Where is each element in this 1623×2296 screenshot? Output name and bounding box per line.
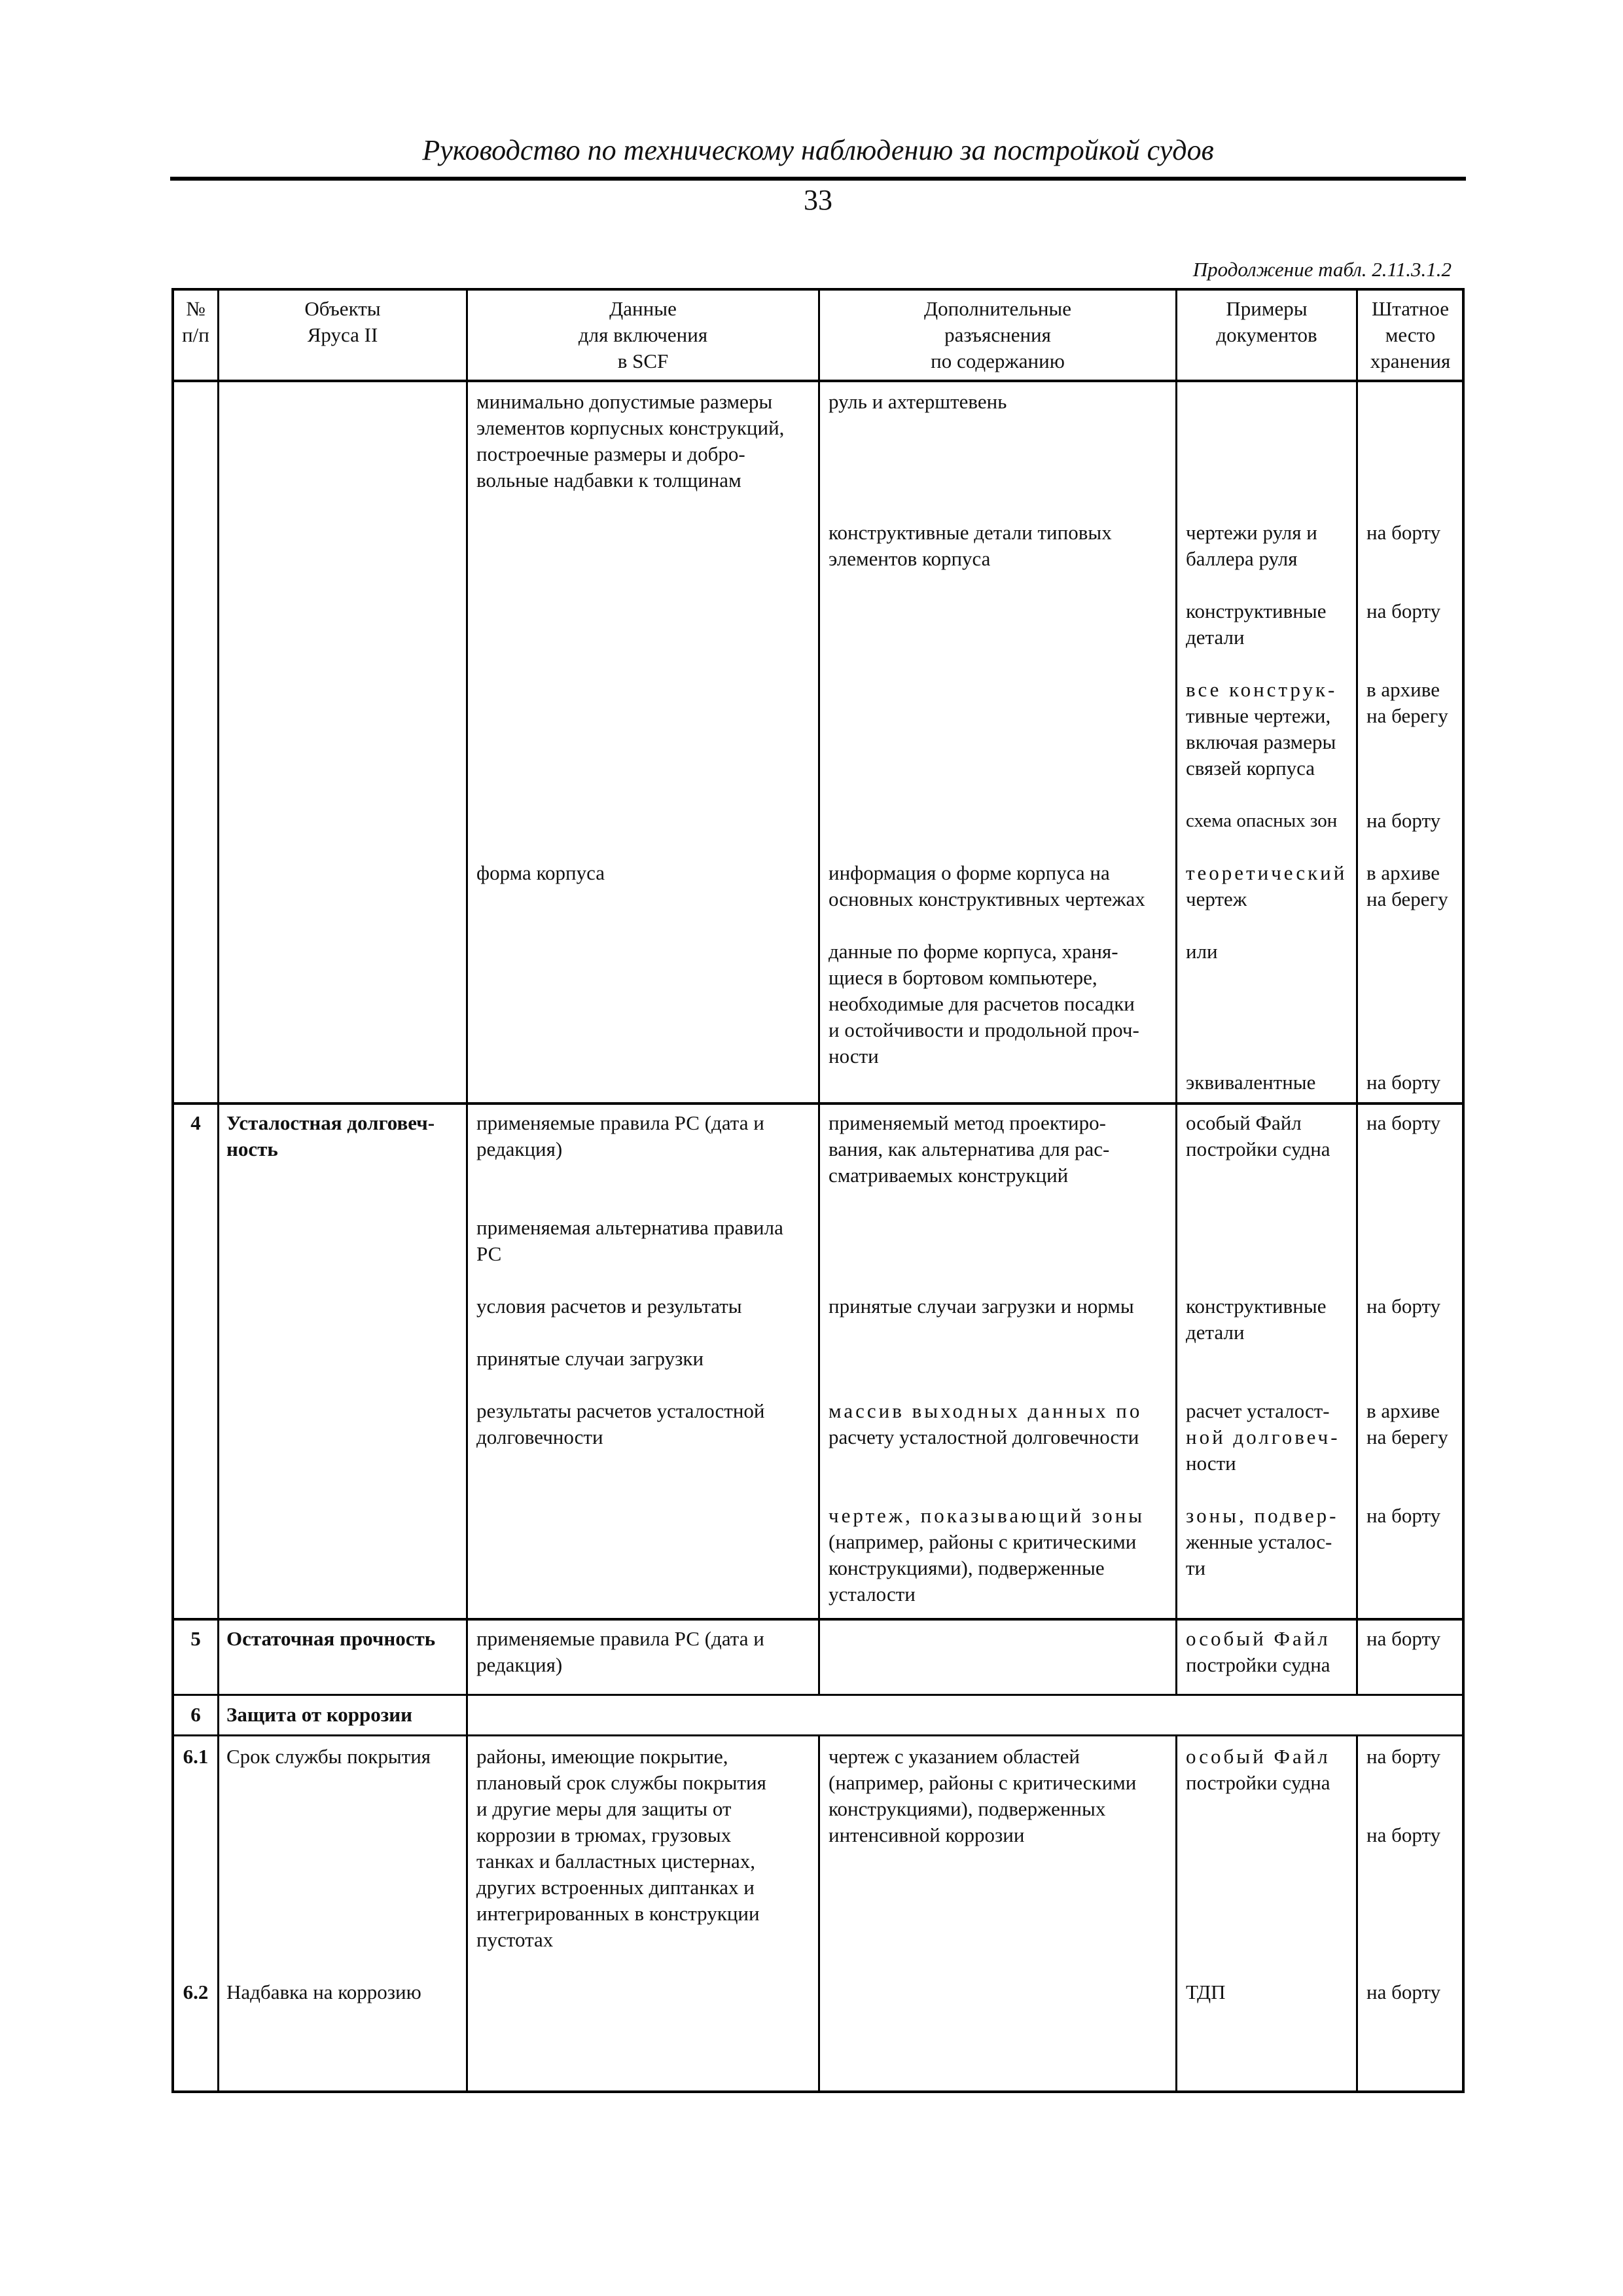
col-header-documents: Примеры документов [1216,297,1317,346]
row-6-1-top [171,1734,1465,1736]
row-num-6-2: 6.2 [183,1981,209,2003]
cell-expl-zones-drawing: чертеж, показывающий зоны (например, районы с критическими конструкциями), подверженные усталости [829,1504,1145,1605]
col-divider-5b [1356,1736,1358,2093]
col-divider-3b [818,1736,820,2093]
cell-store-onboard: на борту [1366,1295,1441,1318]
col-divider-3a [818,288,820,1695]
cell-store-onboard: на борту [1366,1981,1441,2003]
row-num-6-1: 6.1 [183,1745,209,1768]
cell-expl-design-method: применяемый метод проектиро- вания, как альтернатива для рас- сматриваемых конструкций [829,1111,1110,1187]
row-object-corrosion-protection: Защита от коррозии [226,1703,412,1726]
cell-doc-special-file: особый Файл постройки судна [1186,1627,1330,1676]
cell-data-coated-areas: районы, имеющие покрытие, плановый срок службы покрытия и другие меры для защиты от коррозии в трюмах, грузовых танках и балластных цистернах, других встроенных диптанках и интегрированных в конструкции пустотах [476,1745,766,1951]
cell-doc-structural-details: конструктивные детали [1186,1295,1327,1344]
cell-store-onboard: на борту [1366,1627,1441,1650]
cell-doc-or: или [1186,940,1218,963]
cell-store-onboard: на борту [1366,1745,1441,1768]
cell-expl-hull-form-info: информация о форме корпуса на основных конструктивных чертежах [829,861,1145,910]
cell-doc-all-drawings: все конструк- тивные чертежи, включая размеры связей корпуса [1186,678,1338,780]
cell-store-onboard: на борту [1366,1823,1441,1846]
page-number: 33 [804,184,832,216]
cell-expl-rudder: руль и ахтерштевень [829,390,1007,413]
running-title: Руководство по техническому наблюдению за постройкой судов [422,134,1214,166]
col-header-explanations: Дополнительные разъяснения по содержанию [923,297,1072,372]
row-num-5: 5 [190,1627,201,1650]
cell-store-onboard: на борту [1366,809,1441,832]
header-row-bottom [171,380,1465,382]
row-5-top [171,1618,1465,1621]
cell-doc-lines-plan: теоретический чертеж [1186,861,1347,910]
cell-doc-rudder-drawings: чертежи руля и баллера руля [1186,521,1317,570]
col-divider-2 [466,288,468,2093]
cell-doc-danger-zones: схема опасных зон [1186,810,1338,831]
table-continuation-label: Продолжение табл. 2.11.3.1.2 [1192,258,1452,281]
col-divider-4a [1175,288,1177,1695]
cell-store-archive: в архиве на берегу [1366,678,1448,727]
cell-data-hull-form: форма корпуса [476,861,605,884]
cell-data-rs-alternative: применяемая альтернатива правила РС [476,1216,783,1265]
cell-expl-hull-form-computer: данные по форме корпуса, храня- щиеся в бортовом компьютере, необходимые для расчетов посадки и остойчивости и продольной проч- ности [829,940,1139,1067]
cell-data-min-sizes: минимально допустимые размеры элементов корпусных конструкций, построечные размеры и добро- вольные надбавки к толщинам [476,390,785,492]
cell-doc-special-file: особый Файл постройки судна [1186,1111,1330,1160]
cell-expl-output-array: массив выходных данных по расчету усталостной долговечности [829,1399,1143,1448]
col-header-data: Данные для включения в SCF [578,297,708,372]
col-divider-4b [1175,1736,1177,2093]
cell-doc-fatigue-zones: зоны, подвер- женные усталос- ти [1186,1504,1339,1579]
row-6-top [171,1694,1465,1696]
col-header-storage: Штатное место хранения [1370,297,1451,372]
cell-store-archive: в архиве на берегу [1366,861,1448,910]
cell-data-calc-conditions: условия расчетов и результаты [476,1295,742,1318]
row-object-residual-strength: Остаточная прочность [226,1627,436,1650]
cell-store-archive: в архиве на берегу [1366,1399,1448,1448]
cell-store-onboard: на борту [1366,521,1441,544]
cell-doc-tdp: ТДП [1186,1981,1226,2003]
cell-doc-structural-details: конструктивные детали [1186,600,1327,649]
row-num-6: 6 [190,1703,201,1726]
col-divider-5a [1356,288,1358,1695]
row-object-coating-life: Срок службы покрытия [226,1745,431,1768]
cell-store-onboard: на борту [1366,1071,1441,1094]
row-4-top [171,1102,1465,1105]
cell-data-rs-rules: применяемые правила РС (дата и редакция) [476,1111,764,1160]
row-num-4: 4 [190,1111,201,1134]
cell-doc-equivalent: эквивалентные [1186,1071,1316,1094]
cell-data-fatigue-results: результаты расчетов усталостной долговечности [476,1399,765,1448]
cell-expl-structural-details: конструктивные детали типовых элементов корпуса [829,521,1112,570]
cell-data-load-cases: принятые случаи загрузки [476,1347,704,1370]
cell-store-onboard: на борту [1366,600,1441,622]
col-divider-1 [217,288,219,2093]
col-header-num: № п/п [182,297,209,346]
row-object-fatigue: Усталостная долговеч- ность [226,1111,435,1160]
row-object-corrosion-allowance: Надбавка на коррозию [226,1981,421,2003]
cell-expl-load-cases: принятые случаи загрузки и нормы [829,1295,1134,1318]
cell-expl-corrosion-drawing: чертеж с указанием областей (например, районы с критическими конструкциями), подверженных интенсивной коррозии [829,1745,1137,1846]
cell-store-onboard: на борту [1366,1111,1441,1134]
col-header-objects: Объекты Яруса II [304,297,381,346]
cell-doc-special-file: особый Файл постройки судна [1186,1745,1330,1794]
cell-doc-fatigue-calc: расчет усталост- ной долговеч- ности [1186,1399,1340,1475]
cell-data-rs-rules: применяемые правила РС (дата и редакция) [476,1627,764,1676]
cell-store-onboard: на борту [1366,1504,1441,1527]
